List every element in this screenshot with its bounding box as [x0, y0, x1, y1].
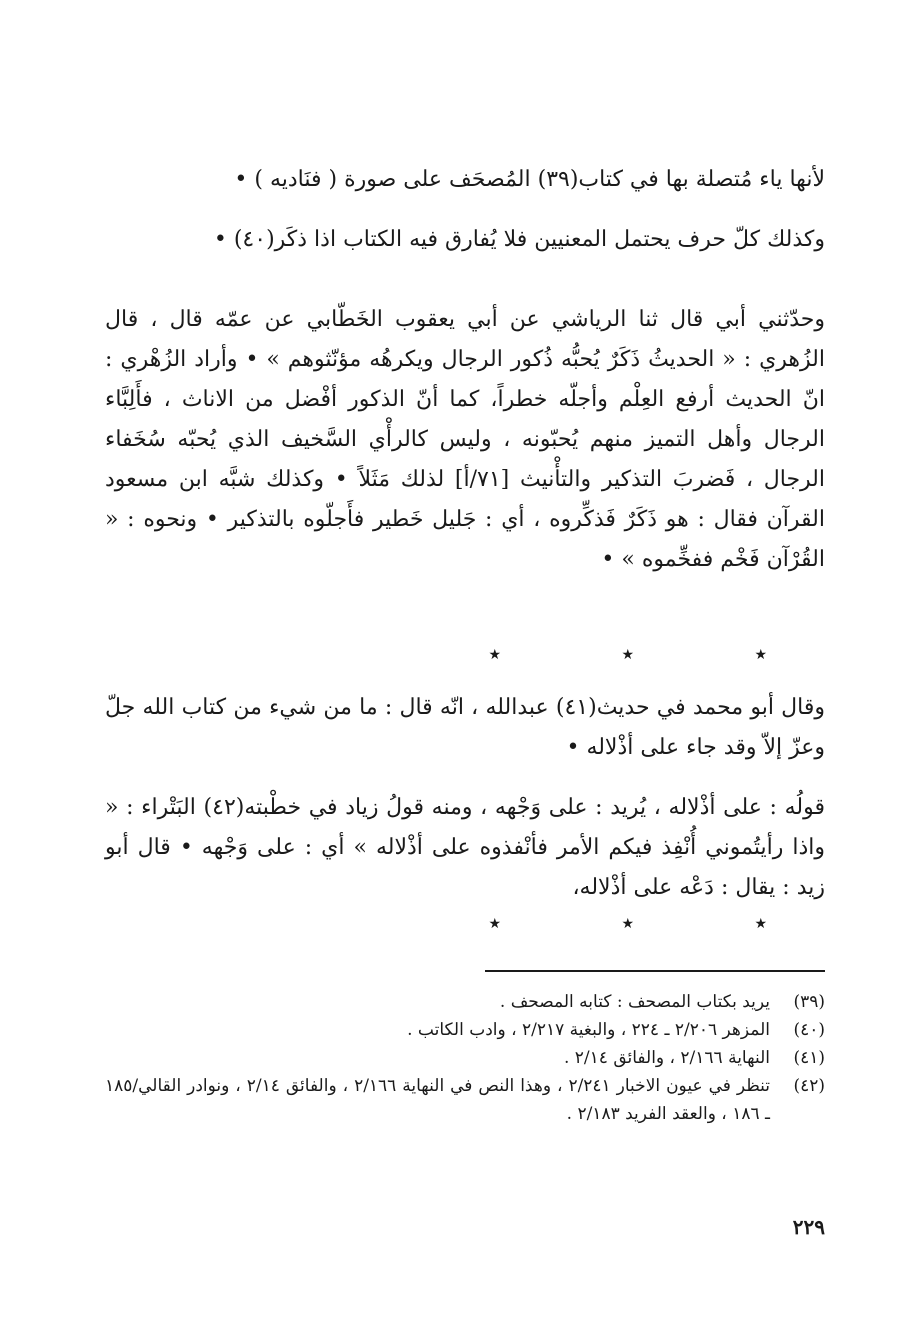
footnote — [105, 1016, 825, 1044]
footnote-divider — [485, 970, 825, 972]
footnote-text: يريد بكتاب المصحف : كتابه المصحف . — [499, 992, 770, 1012]
paragraph-5: قولُه : على أذْلاله ، يُريد : على وَجْهه ، ومنه قولُ زياد في خطْبته(٤٢) البَتْراء : « واذا رأيتُموني أُنْفِذ فيكم الأمر فأنْفذوه على أذْلاله » أي : على وَجْهه • قال أبو زيد : يقال : دَعْه على أذْلاله، — [105, 795, 826, 900]
footnote-number: (٤٠) — [793, 1020, 825, 1040]
paragraph-2: وكذلك كلّ حرف يحتمل المعنيين فلا يُفارق فيه الكتاب اذا ذكَر(٤٠) • — [213, 227, 825, 252]
page-number: ٢٢٩ — [792, 1215, 825, 1239]
footnotes — [105, 988, 825, 1128]
footnote-text: تنظر في عيون الاخبار ٢/٢٤١ ، وهذا النص في النهاية ٢/١٦٦ ، والفائق ٢/١٤ ، ونوادر القالي/١٨٥ ـ ١٨٦ ، والعقد الفريد ٢/١٨٣ . — [105, 1076, 771, 1124]
footnote — [105, 1072, 825, 1128]
paragraph-4: وقال أبو محمد في حديث(٤١) عبدالله ، انّه قال : ما من شيء من كتاب الله جلّ وعزّ إلاّ وقد جاء على أذْلاله • — [105, 695, 825, 760]
paragraph-3: وحدّثني أبي قال ثنا الرياشي عن أبي يعقوب الخَطّابي عن عمّه قال ، قال الزُهري : « الحديثُ ذَكَرٌ يُحبُّه ذُكور الرجال ويكرهُه مؤنّثوهم » • وأراد الزُهْري : انّ الحديث أرفع العِلْم وأجلّه خطراً، كما أنّ الذكور أفْضل من الاناث ، فأَلِبَّاء الرجال وأهل التميز منهم يُحبّونه ، وليس كالرأْي السَّخيف الذي يُحبّه سُخَفاء الرجال ، فَضربَ التذكير والتأْنيث [٧١/أ] لذلك مَثَلاً • وكذلك شبَّه ابن مسعود القرآن فقال : هو ذَكَرٌ فَذكِّروه ، أي : جَليل خَطير فأَجلّوه بالتذكير • ونحوه : « القُرْآن فَخْم ففخِّموه » • — [105, 307, 825, 572]
footnote-number: (٤١) — [793, 1048, 825, 1068]
section-separator-stars: ★ ★ ★ — [488, 647, 825, 663]
paragraph-1: لأنها ياء مُتصلة بها في كتاب(٣٩) المُصحَف على صورة ( فنَاديه ) • — [234, 167, 825, 192]
footnote — [105, 988, 825, 1016]
footnote-text: المزهر ٢/٢٠٦ ـ ٢٢٤ ، والبغية ٢/٢١٧ ، وادب الكاتب . — [407, 1020, 770, 1040]
section-separator-stars: ★ ★ ★ — [488, 916, 825, 932]
footnote-number: (٣٩) — [793, 992, 825, 1012]
footnote — [105, 1044, 825, 1072]
footnote-number: (٤٢) — [793, 1076, 825, 1096]
footnote-text: النهاية ٢/١٦٦ ، والفائق ٢/١٤ . — [563, 1048, 770, 1068]
book-page — [105, 160, 825, 1310]
